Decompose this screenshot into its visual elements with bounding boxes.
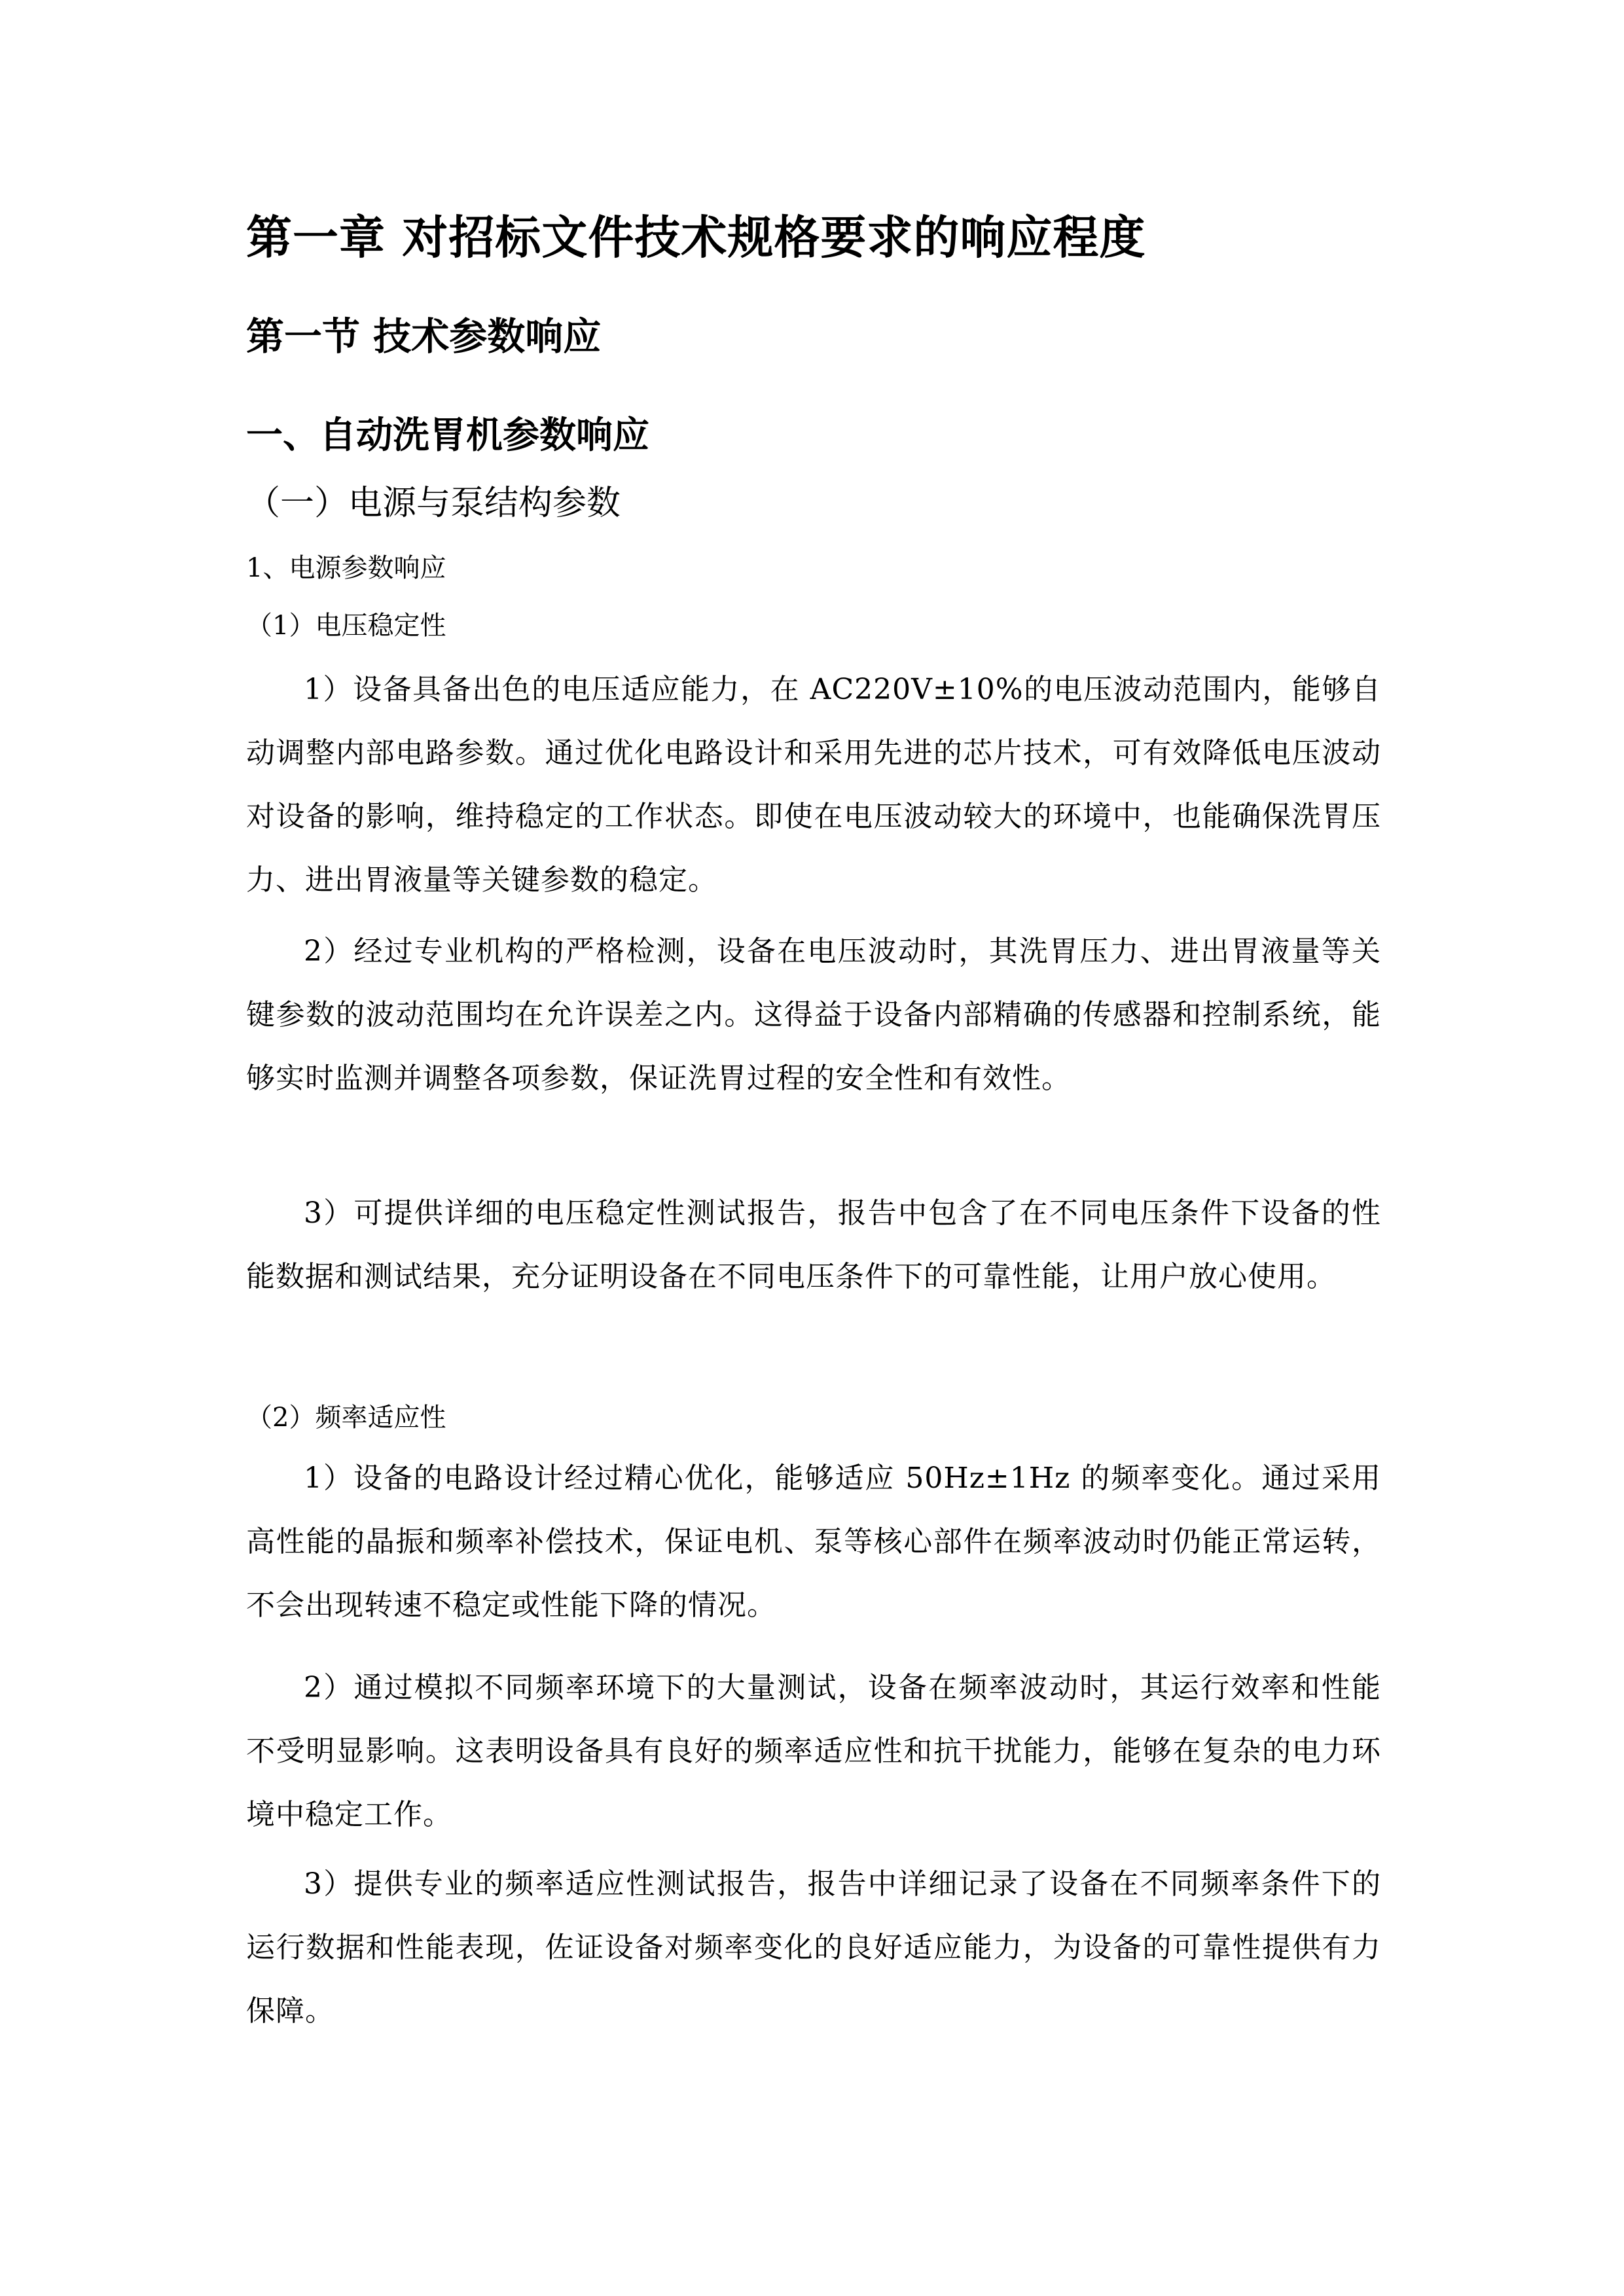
subsubsection-title: （一）电源与泵结构参数: [246, 484, 621, 523]
chapter-title: 第一章 对招标文件技术规格要求的响应程度: [246, 211, 1146, 264]
paragraph-voltage-2: 2）经过专业机构的严格检测，设备在电压波动时，其洗胃压力、进出胃液量等关键参数的波动范围均在允许误差之内。这得益于设备内部精确的传感器和控制系统，能够实时监测并调整各项参数，保证洗胃过程的安全性和有效性。: [246, 935, 1381, 1095]
paragraph-voltage-1: 1）设备具备出色的电压适应能力，在 AC220V±10%的电压波动范围内，能够自动调整内部电路参数。通过优化电路设计和采用先进的芯片技术，可有效降低电压波动对设备的影响，维持稳定的工作状态。即使在电压波动较大的环境中，也能确保洗胃压力、进出胃液量等关键参数的稳定。: [246, 673, 1381, 897]
group-heading-frequency: （2）频率适应性: [246, 1403, 446, 1433]
section-title: 第一节 技术参数响应: [246, 314, 602, 359]
subsection-title: 一、自动洗胃机参数响应: [246, 414, 649, 457]
item-title: 1、电源参数响应: [246, 553, 446, 583]
paragraph-frequency-1: 1）设备的电路设计经过精心优化，能够适应 50Hz±1Hz 的频率变化。通过采用高性能的晶振和频率补偿技术，保证电机、泵等核心部件在频率波动时仍能正常运转，不会出现转速不稳定或性能下降的情况。: [246, 1462, 1381, 1622]
group-heading-voltage: （1）电压稳定性: [246, 611, 446, 641]
paragraph-frequency-2: 2）通过模拟不同频率环境下的大量测试，设备在频率波动时，其运行效率和性能不受明显影响。这表明设备具有良好的频率适应性和抗干扰能力，能够在复杂的电力环境中稳定工作。: [246, 1671, 1381, 1831]
paragraph-voltage-3: 3）可提供详细的电压稳定性测试报告，报告中包含了在不同电压条件下设备的性能数据和测试结果，充分证明设备在不同电压条件下的可靠性能，让用户放心使用。: [246, 1196, 1381, 1293]
paragraph-frequency-3: 3）提供专业的频率适应性测试报告，报告中详细记录了设备在不同频率条件下的运行数据和性能表现，佐证设备对频率变化的良好适应能力，为设备的可靠性提供有力保障。: [246, 1867, 1381, 2028]
